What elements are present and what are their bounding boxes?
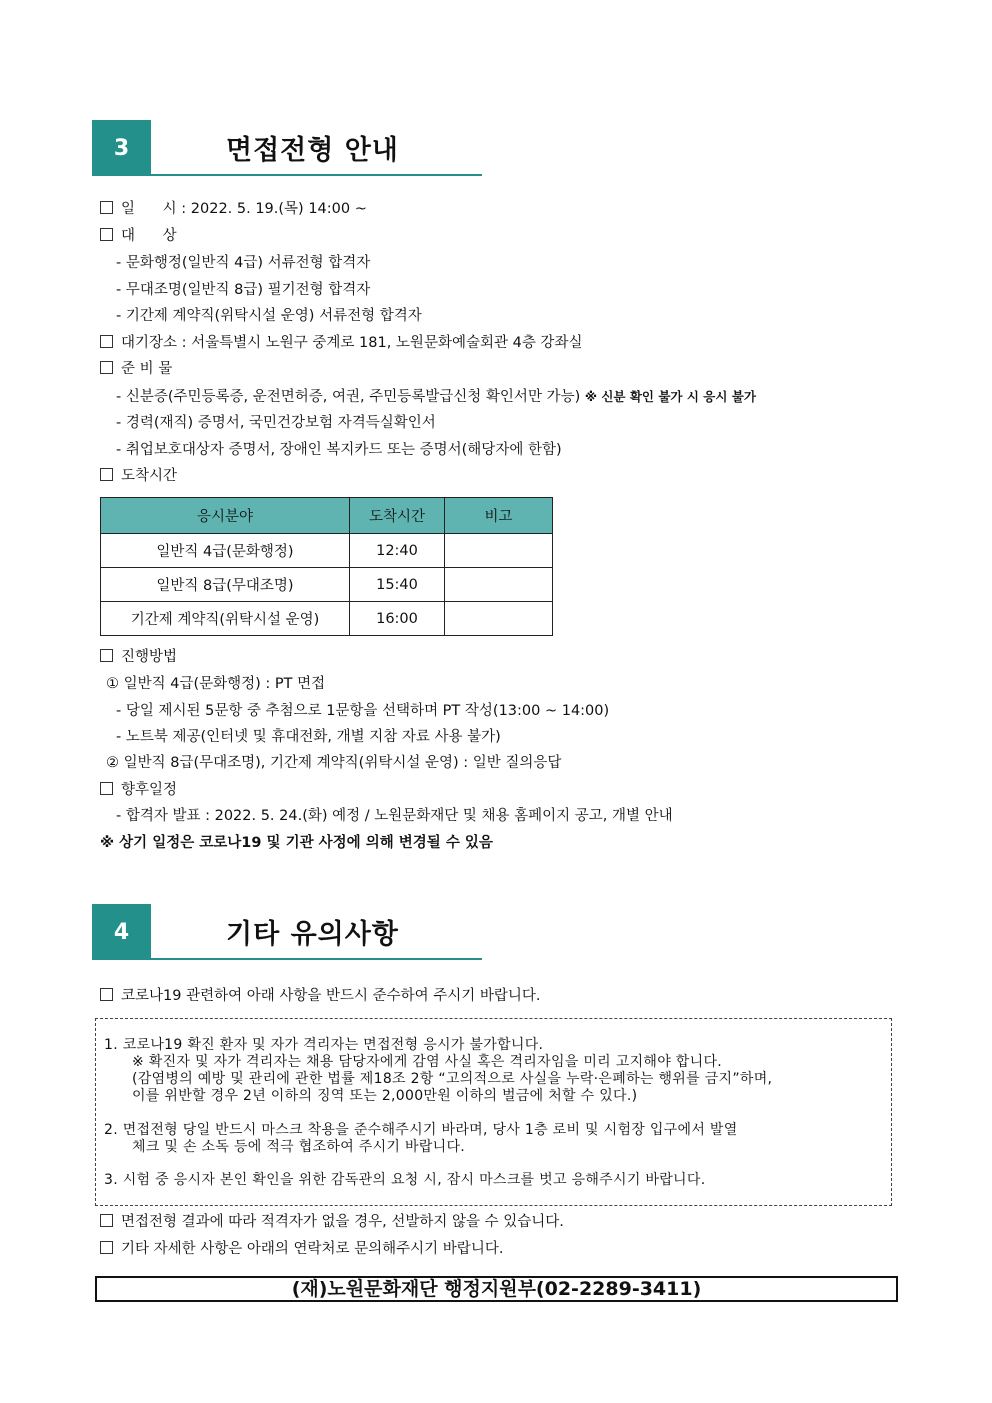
place-line: 대기장소 : 서울특별시 노원구 중계로 181, 노원문화예술회관 4층 강좌실 (100, 334, 582, 352)
table-header-row (101, 498, 553, 534)
table-cell (445, 534, 553, 568)
checkbox-icon (100, 335, 113, 348)
target-item: - 기간제 계약직(위탁시설 운영) 서류전형 합격자 (116, 308, 422, 324)
covid-line: 코로나19 관련하여 아래 사항을 반드시 준수하여 주시기 바랍니다. (100, 987, 541, 1005)
table-cell (445, 602, 553, 636)
notice-box (95, 1018, 892, 1206)
section-4-header (92, 904, 482, 960)
table-cell: 기간제 계약직(위탁시설 운영) (101, 602, 350, 636)
section-number: 4 (92, 904, 151, 960)
table-row (101, 568, 553, 602)
table-cell: 일반직 4급(문화행정) (101, 534, 350, 568)
table-cell (445, 568, 553, 602)
method-label: 진행방법 (100, 648, 177, 666)
schedule-note: ※ 상기 일정은 코로나19 및 기관 사정에 의해 변경될 수 있음 (100, 835, 493, 851)
table-cell: 16:00 (350, 602, 445, 636)
checkbox-icon (100, 649, 113, 662)
contact-line: 기타 자세한 사항은 아래의 연락처로 문의해주시기 바랍니다. (100, 1240, 503, 1258)
checkbox-icon (100, 988, 113, 1001)
checkbox-icon (100, 1241, 113, 1254)
section-underline (92, 958, 482, 960)
method-item: - 당일 제시된 5문항 중 추첨으로 1문항을 선택하며 PT 작성(13:00 ~ 14:00) (116, 703, 610, 719)
prep-item: - 신분증(주민등록증, 운전면허증, 여권, 주민등록발급신청 확인서만 가능) ※ 신분 확인 불가 시 응시 불가 (116, 389, 756, 405)
method-2: ② 일반직 8급(무대조명), 기간제 계약직(위탁시설 운영) : 일반 질의응답 (106, 755, 562, 771)
checkbox-icon (100, 228, 113, 241)
schedule-item: - 합격자 발표 : 2022. 5. 24.(화) 예정 / 노원문화재단 및 채용 홈페이지 공고, 개별 안내 (116, 808, 673, 824)
table-header: 도착시간 (350, 498, 445, 534)
section-title: 기타 유의사항 (226, 919, 399, 950)
target-item: - 문화행정(일반직 4급) 서류전형 합격자 (116, 255, 371, 271)
section-title: 면접전형 안내 (226, 135, 399, 166)
notice-line: 3. 시험 중 응시자 본인 확인을 위한 감독관의 요청 시, 잠시 마스크를 벗고 응해주시기 바랍니다. (104, 1172, 706, 1188)
table-row (101, 602, 553, 636)
table-header: 응시분야 (101, 498, 350, 534)
table-cell: 12:40 (350, 534, 445, 568)
notice-line: 체크 및 손 소독 등에 적극 협조하여 주시기 바랍니다. (132, 1139, 466, 1155)
checkbox-icon (100, 782, 113, 795)
checkbox-icon (100, 468, 113, 481)
notice-line: ※ 확진자 및 자가 격리자는 채용 담당자에게 감염 사실 혹은 격리자임을 미리 고지해야 합니다. (132, 1054, 723, 1070)
checkbox-icon (100, 361, 113, 374)
contact-box: (재)노원문화재단 행정지원부(02-2289-3411) (95, 1276, 898, 1302)
section-underline (92, 174, 482, 176)
target-label: 대 상 (100, 227, 177, 245)
prep-label: 준 비 물 (100, 360, 172, 378)
notice-line: 2. 면접전형 당일 반드시 마스크 착용을 준수해주시기 바라며, 당사 1층 로비 및 시험장 입구에서 발열 (104, 1122, 738, 1138)
schedule-label: 향후일정 (100, 781, 177, 799)
checkbox-icon (100, 201, 113, 214)
table-row (101, 534, 553, 568)
prep-item: - 취업보호대상자 증명서, 장애인 복지카드 또는 증명서(해당자에 한함) (116, 442, 562, 458)
notice-line: (감염병의 예방 및 관리에 관한 법률 제18조 2항 “고의적으로 사실을 누락·은폐하는 행위를 금지”하며, (132, 1071, 773, 1087)
method-1: ① 일반직 4급(문화행정) : PT 면접 (106, 676, 326, 692)
date-line: 일 시 : 2022. 5. 19.(목) 14:00 ~ (100, 200, 367, 218)
notice-line: 이를 위반할 경우 2년 이하의 징역 또는 2,000만원 이하의 벌금에 처할 수 있다.) (132, 1088, 638, 1104)
checkbox-icon (100, 1214, 113, 1227)
prep-note: ※ 신분 확인 불가 시 응시 불가 (584, 389, 756, 404)
method-item: - 노트북 제공(인터넷 및 휴대전화, 개별 지참 자료 사용 불가) (116, 729, 501, 745)
section-3-header (92, 120, 482, 176)
result-line: 면접전형 결과에 따라 적격자가 없을 경우, 선발하지 않을 수 있습니다. (100, 1213, 564, 1231)
arrival-table (100, 497, 553, 636)
notice-line: 1. 코로나19 확진 환자 및 자가 격리자는 면접전형 응시가 불가합니다. (104, 1037, 544, 1053)
prep-item: - 경력(재직) 증명서, 국민건강보험 자격득실확인서 (116, 415, 436, 431)
section-number: 3 (92, 120, 151, 176)
table-cell: 일반직 8급(무대조명) (101, 568, 350, 602)
table-cell: 15:40 (350, 568, 445, 602)
target-item: - 무대조명(일반직 8급) 필기전형 합격자 (116, 282, 371, 298)
table-header: 비고 (445, 498, 553, 534)
arrival-label: 도착시간 (100, 467, 177, 485)
